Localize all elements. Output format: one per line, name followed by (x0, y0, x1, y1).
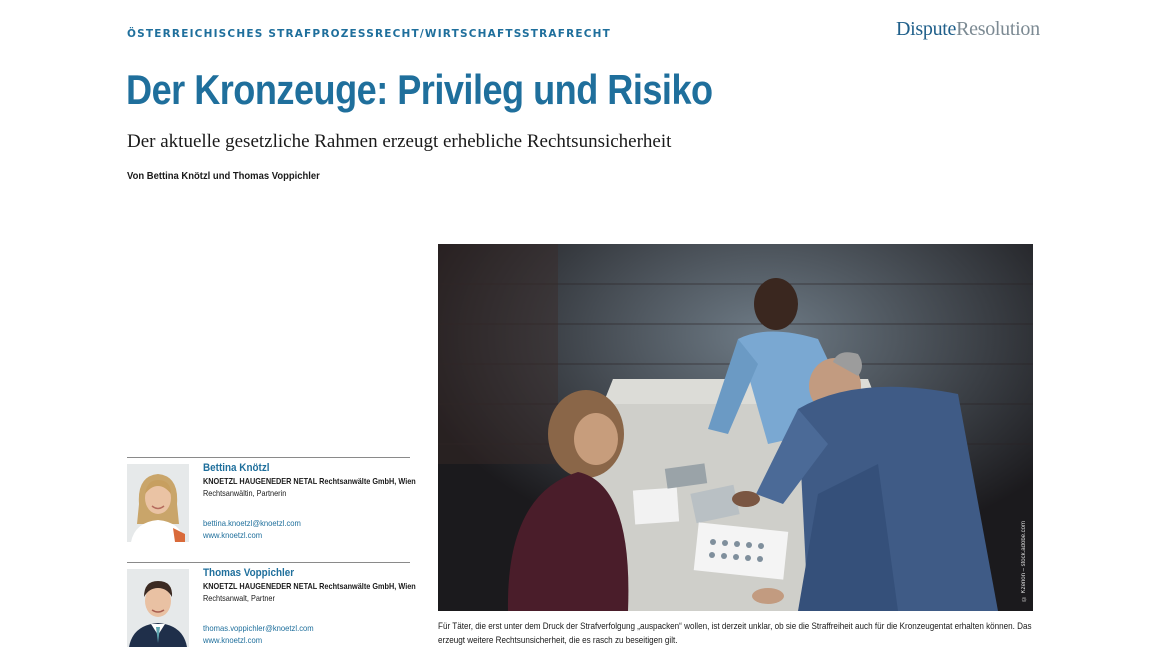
author-email-link[interactable]: thomas.voppichler@knoetzl.com (203, 623, 314, 633)
brand-logo-part2: Resolution (956, 18, 1040, 40)
author-role: Rechtsanwältin, Partnerin (203, 488, 287, 498)
brand-logo-part1: Dispute (896, 18, 957, 40)
author-portrait-female (127, 464, 189, 542)
author-card-1 (127, 457, 416, 554)
article-byline: Von Bettina Knötzl und Thomas Voppichler (127, 170, 320, 182)
section-kicker: ÖSTERREICHISCHES STRAFPROZESSRECHT/WIRTSCHAFTSSTRAFRECHT (127, 28, 612, 40)
brand-logo (896, 18, 1040, 41)
author-photo-2 (127, 569, 189, 647)
author-name: Thomas Voppichler (203, 567, 295, 579)
photo-caption (438, 619, 1038, 647)
author-firm: KNOETZL HAUGENEDER NETAL Rechtsanwälte GmbH, Wien (203, 476, 416, 486)
author-photo-1 (127, 464, 189, 542)
author-website-link[interactable]: www.knoetzl.com (203, 635, 263, 645)
author-info-2 (203, 566, 416, 646)
author-role: Rechtsanwalt, Partner (203, 593, 275, 603)
photo-credit: © Kzenon – stock.adobe.com (1021, 520, 1027, 601)
article-subtitle: Der aktuelle gesetzliche Rahmen erzeugt erhebliche Rechtsunsicherheit (127, 131, 672, 152)
author-firm: KNOETZL HAUGENEDER NETAL Rechtsanwälte GmbH, Wien (203, 581, 416, 591)
article-title: Der Kronzeuge: Privileg und Risiko (126, 66, 713, 113)
photo-caption-line-1: Für Täter, die erst unter dem Druck der Strafverfolgung „auspacken“ wollen, ist derzeit unklar, ob sie die Straffreiheit auch für die Kronzeugentat erhalten können. Das (438, 621, 1032, 631)
author-card-2 (127, 562, 416, 659)
author-info-1 (203, 461, 416, 541)
interrogation-scene-illustration (438, 244, 1033, 611)
author-portrait-male (127, 569, 189, 647)
article-photo (438, 244, 1033, 611)
author-email-link[interactable]: bettina.knoetzl@knoetzl.com (203, 518, 301, 528)
author-website-link[interactable]: www.knoetzl.com (203, 530, 263, 540)
photo-caption-line-2: erzeugt weitere Rechtsunsicherheit, die es rasch zu beseitigen gilt. (438, 635, 678, 645)
author-name: Bettina Knötzl (203, 462, 270, 474)
